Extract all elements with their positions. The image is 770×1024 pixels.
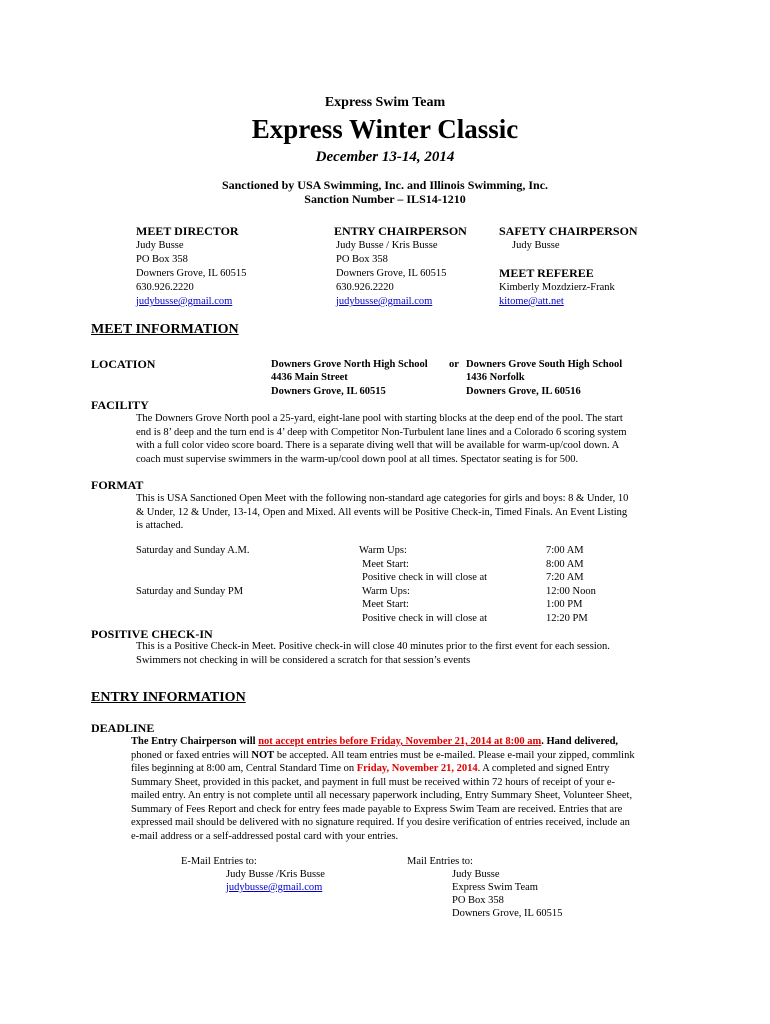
checkin-line: Swimmers not checking in will be considered a scratch for that session’s events <box>136 654 471 666</box>
deadline-paragraph <box>131 735 635 843</box>
email-entries-label: E-Mail Entries to: <box>181 856 257 867</box>
referee-name: Kimberly Mozdzierz-Frank <box>499 282 615 293</box>
deadline-label: DEADLINE <box>91 721 155 735</box>
schedule-row-time: 12:00 Noon <box>546 586 596 597</box>
south-school-city: Downers Grove, IL 60516 <box>466 386 581 397</box>
mail-entries-name: Judy Busse <box>452 869 500 880</box>
referee-email-link[interactable]: kitome@att.net <box>499 296 564 307</box>
deadline-warning: not accept entries before Friday, November 21, 2014 at 8:00 am <box>258 736 542 747</box>
schedule-row-label: Warm Ups: <box>359 545 407 556</box>
deadline-text: . A completed and signed Entry <box>477 763 610 774</box>
entry-chair-name: Judy Busse / Kris Busse <box>336 240 438 251</box>
deadline-line-1 <box>131 735 635 749</box>
meet-title: Express Winter Classic <box>251 114 519 144</box>
meet-information-heading: MEET INFORMATION <box>91 322 239 337</box>
schedule-row-label: Meet Start: <box>362 599 409 610</box>
checkin-paragraph <box>136 640 610 667</box>
schedule-am-label: Saturday and Sunday A.M. <box>136 545 250 556</box>
deadline-line: mailed entry. An entry is not complete until all necessary paperwork including, Entry Summary Sheet, Volunteer Sheet, <box>131 790 633 801</box>
mail-entries-org: Express Swim Team <box>452 882 538 893</box>
south-school-street: 1436 Norfolk <box>466 372 525 383</box>
checkin-label: POSITIVE CHECK-IN <box>91 627 213 641</box>
deadline-date: Friday, November 21, 2014 <box>356 763 478 774</box>
schedule-row-label: Meet Start: <box>362 559 409 570</box>
schedule-row-label: Positive check in will close at <box>362 613 488 624</box>
entry-information-heading: ENTRY INFORMATION <box>91 690 246 705</box>
safety-chair-heading: SAFETY CHAIRPERSON <box>499 224 638 238</box>
deadline-line: Summary Sheet, provided in this packet, and payment in full must be received within 72 hours of receipt of your e- <box>131 776 616 788</box>
schedule-row-time: 1:00 PM <box>546 599 583 610</box>
meet-director-name: Judy Busse <box>136 240 184 251</box>
meet-director-city: Downers Grove, IL 60515 <box>136 268 247 279</box>
schedule-row-time: 7:00 AM <box>546 545 584 556</box>
team-name: Express Swim Team <box>324 95 446 110</box>
north-school-name: Downers Grove North High School <box>271 359 428 370</box>
deadline-line-2 <box>131 749 635 763</box>
schedule-row-label: Positive check in will close at <box>362 572 488 583</box>
entry-chair-phone: 630.926.2220 <box>336 282 394 293</box>
deadline-text: The Entry Chairperson will <box>131 736 259 747</box>
deadline-line-3 <box>131 762 635 776</box>
format-label: FORMAT <box>91 478 144 492</box>
facility-paragraph <box>136 412 627 466</box>
schedule-row-label: Warm Ups: <box>362 586 410 597</box>
deadline-line: expressed mail should be delivered with no signature required. If you desire verification of entries received, include an <box>131 817 630 828</box>
sanction-line-1: Sanctioned by USA Swimming, Inc. and Illinois Swimming, Inc. <box>221 178 549 192</box>
facility-line: with a full color video score board. There is a separate diving well that will be available for warm-up/cool down. A <box>136 440 620 451</box>
schedule-row-time: 8:00 AM <box>546 559 584 570</box>
referee-heading: MEET REFEREE <box>499 266 594 280</box>
format-line: is attached. <box>136 520 184 531</box>
location-label: LOCATION <box>91 357 156 371</box>
schedule-row-time: 7:20 AM <box>546 572 584 583</box>
email-entries-link[interactable]: judybusse@gmail.com <box>226 882 323 893</box>
entry-chair-city: Downers Grove, IL 60515 <box>336 268 447 279</box>
schedule-pm-label: Saturday and Sunday PM <box>136 586 244 597</box>
facility-line: coach must supervise swimmers in the warm-up/cool down pool at all times. Spectator seating is for 500. <box>136 453 579 465</box>
meet-director-heading: MEET DIRECTOR <box>136 224 239 238</box>
safety-chair-name: Judy Busse <box>512 240 560 251</box>
checkin-line: This is a Positive Check-in Meet. Positive check-in will close 40 minutes prior to the first event for each session. <box>136 641 610 652</box>
email-entries-name: Judy Busse /Kris Busse <box>226 869 325 880</box>
format-line: This is USA Sanctioned Open Meet with the following non-standard age categories for girls and boys: 8 & Under, 10 <box>136 493 629 504</box>
north-school-street: 4436 Main Street <box>271 372 348 383</box>
format-paragraph <box>136 492 628 533</box>
deadline-line: Summary of Fees Report and check for entry fees made payable to Express Swim Team are received. Entries that are <box>131 803 623 815</box>
north-school-city: Downers Grove, IL 60515 <box>271 386 386 397</box>
entry-chair-box: PO Box 358 <box>336 254 388 265</box>
deadline-text: phoned or faxed entries will <box>131 749 252 761</box>
mail-entries-city: Downers Grove, IL 60515 <box>452 908 563 919</box>
entry-chair-email-link[interactable]: judybusse@gmail.com <box>336 296 433 307</box>
format-line: & Under, 12 & Under, 13-14, Open and Mixed. All events will be Positive Check-in, Timed Finals. An Event Listing <box>136 506 628 518</box>
deadline-not: NOT <box>251 749 275 761</box>
south-school-name: Downers Grove South High School <box>466 359 623 370</box>
deadline-line: e-mail address or a self-addressed postal card with your entries. <box>131 830 399 842</box>
facility-label: FACILITY <box>91 398 149 412</box>
location-or: or <box>449 359 459 370</box>
deadline-text: . Hand delivered, <box>541 736 619 747</box>
meet-director-phone: 630.926.2220 <box>136 282 194 293</box>
meet-dates: December 13-14, 2014 <box>315 149 455 165</box>
facility-line: end is 8’ deep and the turn end is 4’ deep with Competitor Non-Turbulent lane lines and a Colorado 6 scoring system <box>136 426 627 438</box>
deadline-text: be accepted. All team entries must be e-mailed. Please e-mail your zipped, commlink <box>274 749 635 761</box>
mail-entries-box: PO Box 358 <box>452 895 504 906</box>
facility-line: The Downers Grove North pool a 25-yard, eight-lane pool with starting blocks at the deep end of the pool. The start <box>136 413 623 424</box>
deadline-text: files beginning at 8:00 am, Central Standard Time on <box>131 763 357 774</box>
mail-entries-label: Mail Entries to: <box>407 856 473 867</box>
schedule-row-time: 12:20 PM <box>546 613 588 624</box>
sanction-line-2: Sanction Number – ILS14-1210 <box>304 192 466 206</box>
meet-director-email-link[interactable]: judybusse@gmail.com <box>136 296 233 307</box>
meet-director-box: PO Box 358 <box>136 254 188 265</box>
entry-chair-heading: ENTRY CHAIRPERSON <box>334 224 467 238</box>
